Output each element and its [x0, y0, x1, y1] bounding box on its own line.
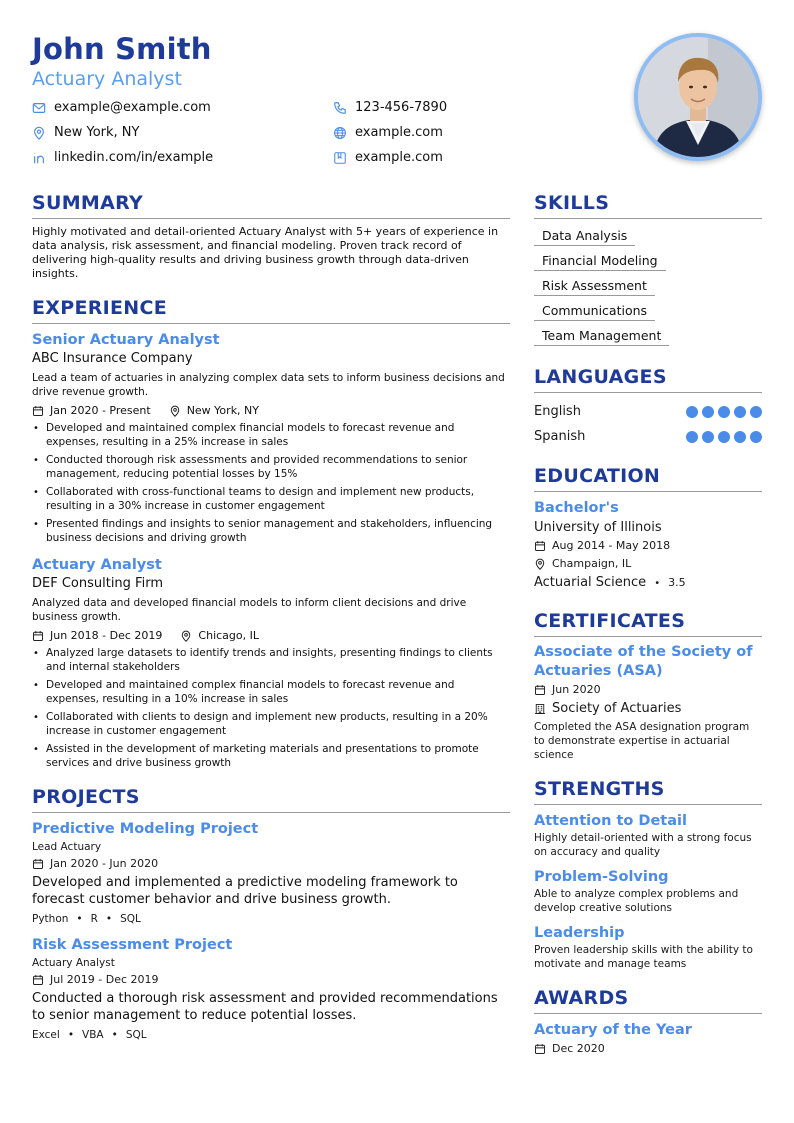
project-role: Actuary Analyst [32, 957, 115, 969]
email-text: example@example.com [54, 100, 211, 115]
project-tag: SQL [125, 1029, 147, 1041]
job-description: Analyzed data and developed financial models to inform client decisions and drive business growth. [32, 597, 467, 623]
bookmark-icon [333, 151, 347, 165]
project-tag: R [90, 913, 98, 925]
project-title: Predictive Modeling Project [32, 821, 259, 837]
contact-linkedin[interactable] [32, 148, 333, 167]
project-item [32, 819, 510, 927]
bullet-item: • Analyzed large datasets to identify trends and insights, presenting findings to clients and internal stakeholders [32, 646, 510, 674]
certificate-date [534, 681, 762, 699]
company-name: ABC Insurance Company [32, 351, 193, 366]
skill-item: Team Management [534, 327, 669, 346]
skills-section [534, 190, 762, 350]
awards-heading: AWARDS [534, 985, 762, 1014]
experience-heading: EXPERIENCE [32, 295, 510, 324]
strength-description: Highly detail-oriented with a strong focus on accuracy and quality [534, 832, 752, 858]
education-gpa: 3.5 [668, 576, 686, 589]
portfolio-text: example.com [355, 150, 443, 165]
contact-info [32, 98, 632, 167]
education-section [534, 463, 762, 594]
strength-description: Proven leadership skills with the ability to motivate and manage teams [534, 944, 753, 970]
job-location [180, 628, 259, 644]
summary-section [32, 190, 510, 281]
resume-header [32, 30, 632, 167]
calendar-icon [534, 540, 546, 552]
project-description: Conducted a thorough risk assessment and provided recommendations to senior management to reduce potential losses. [32, 991, 498, 1023]
contact-website[interactable] [333, 123, 633, 142]
language-name: English [534, 404, 581, 419]
education-field: Actuarial Science • 3.5 [534, 575, 686, 590]
education-field-text: Actuarial Science [534, 575, 647, 590]
award-name: Actuary of the Year [534, 1022, 692, 1038]
languages-heading: LANGUAGES [534, 364, 762, 393]
job-meta [32, 628, 510, 644]
level-dot [702, 431, 714, 443]
bullet-item: • Developed and maintained complex financial models to forecast revenue and expenses, resulting in a 10% increase in sales [32, 678, 510, 706]
award-date [534, 1040, 762, 1058]
language-level-dots [686, 431, 762, 443]
job-title: Actuary Analyst [32, 557, 162, 573]
skill-item: Data Analysis [534, 227, 635, 246]
job-dates-text: Jan 2020 - Present [50, 404, 151, 417]
map-pin-icon [32, 126, 46, 140]
level-dot [686, 406, 698, 418]
right-column [534, 190, 762, 1072]
contact-phone[interactable] [333, 98, 633, 117]
job-location-text: Chicago, IL [198, 629, 259, 642]
experience-item [32, 555, 510, 770]
language-item [534, 399, 762, 424]
level-dot [686, 431, 698, 443]
calendar-icon [534, 684, 546, 696]
awards-section [534, 985, 762, 1058]
project-dates [32, 855, 510, 873]
building-icon [534, 703, 546, 715]
projects-heading: PROJECTS [32, 784, 510, 813]
language-item [534, 424, 762, 449]
phone-text: 123-456-7890 [355, 100, 448, 115]
certificate-issuer-text: Society of Actuaries [552, 701, 682, 716]
mail-icon [32, 101, 46, 115]
bullet-item: • Collaborated with cross-functional teams to design and implement new products, resulting in a 30% increase in customer engagement [32, 485, 510, 513]
project-role: Lead Actuary [32, 841, 102, 853]
experience-item [32, 330, 510, 545]
project-dates-text: Jan 2020 - Jun 2020 [50, 857, 159, 870]
strength-title: Leadership [534, 925, 625, 941]
project-description: Developed and implemented a predictive modeling framework to forecast customer behavior and drive business growth. [32, 875, 458, 907]
bullet-item: • Presented findings and insights to senior management and stakeholders, influencing business decisions and driving growth [32, 517, 510, 545]
contact-portfolio[interactable] [333, 148, 633, 167]
language-level-dots [686, 406, 762, 418]
job-location [169, 403, 259, 419]
job-location-text: New York, NY [186, 404, 259, 417]
bullet-item: • Assisted in the development of marketing materials and presentations to promote services and drive business growth [32, 742, 510, 770]
skills-heading: SKILLS [534, 190, 762, 219]
project-tag: SQL [120, 913, 141, 925]
calendar-icon [32, 858, 44, 870]
location-text: New York, NY [54, 125, 140, 140]
calendar-icon [32, 405, 44, 417]
website-text: example.com [355, 125, 443, 140]
level-dot [718, 431, 730, 443]
calendar-icon [32, 630, 44, 642]
skill-item: Financial Modeling [534, 252, 666, 271]
level-dot [750, 406, 762, 418]
project-tags: Excel • VBA • SQL [32, 1029, 147, 1041]
job-dates [32, 628, 162, 644]
strengths-section [534, 776, 762, 971]
bullet-item: • Conducted thorough risk assessments and provided recommendations to senior management, reducing potential losses by 15% [32, 453, 510, 481]
level-dot [702, 406, 714, 418]
level-dot [718, 406, 730, 418]
calendar-icon [534, 1043, 546, 1055]
calendar-icon [32, 974, 44, 986]
award-date-text: Dec 2020 [552, 1042, 605, 1055]
project-tag: Python [32, 913, 69, 925]
contact-location [32, 123, 333, 142]
company-name: DEF Consulting Firm [32, 576, 163, 591]
education-dates [534, 537, 762, 555]
certificates-heading: CERTIFICATES [534, 608, 762, 637]
left-column [32, 190, 510, 1057]
certificate-name: Associate of the Society of Actuaries (ASA) [534, 644, 753, 679]
project-dates-text: Jul 2019 - Dec 2019 [50, 973, 159, 986]
language-name: Spanish [534, 429, 586, 444]
project-tags: Python • R • SQL [32, 913, 141, 925]
candidate-name: John Smith [32, 32, 212, 66]
linkedin-text: linkedin.com/in/example [54, 150, 214, 165]
map-pin-icon [169, 405, 181, 417]
job-meta [32, 403, 510, 419]
strength-title: Attention to Detail [534, 813, 687, 829]
education-location [534, 555, 762, 573]
certificate-description: Completed the ASA designation program to demonstrate expertise in actuarial science [534, 721, 750, 761]
level-dot [750, 431, 762, 443]
certificates-section [534, 608, 762, 762]
experience-section [32, 295, 510, 770]
education-heading: EDUCATION [534, 463, 762, 492]
languages-section [534, 364, 762, 449]
summary-text: Highly motivated and detail-oriented Actuary Analyst with 5+ years of experience in data analysis, risk assessment, and financial modeling. Proven track record of delivering high-quality results and driving business growth through data-driven insights. [32, 225, 499, 280]
project-tag: Excel [32, 1029, 60, 1041]
education-location-text: Champaign, IL [552, 557, 632, 570]
project-tag: VBA [82, 1029, 104, 1041]
globe-icon [333, 126, 347, 140]
map-pin-icon [534, 558, 546, 570]
job-dates [32, 403, 151, 419]
map-pin-icon [180, 630, 192, 642]
linkedin-icon [32, 151, 46, 165]
project-dates [32, 971, 510, 989]
contact-email[interactable] [32, 98, 333, 117]
job-bullets [32, 421, 510, 545]
strengths-heading: STRENGTHS [534, 776, 762, 805]
level-dot [734, 431, 746, 443]
portrait-image [638, 37, 758, 157]
strength-description: Able to analyze complex problems and develop creative solutions [534, 888, 739, 914]
summary-heading: SUMMARY [32, 190, 510, 219]
certificate-issuer [534, 699, 762, 718]
education-school: University of Illinois [534, 520, 662, 535]
profile-photo [634, 33, 762, 161]
projects-section [32, 784, 510, 1043]
strength-title: Problem-Solving [534, 869, 669, 885]
candidate-role: Actuary Analyst [32, 68, 182, 90]
job-bullets [32, 646, 510, 770]
certificate-date-text: Jun 2020 [552, 683, 601, 696]
level-dot [734, 406, 746, 418]
education-dates-text: Aug 2014 - May 2018 [552, 539, 671, 552]
skill-item: Risk Assessment [534, 277, 655, 296]
skill-item: Communications [534, 302, 655, 321]
bullet-item: • Collaborated with clients to design and implement new products, resulting in a 20% increase in customer engagement [32, 710, 510, 738]
phone-icon [333, 101, 347, 115]
education-degree: Bachelor's [534, 500, 619, 516]
skills-list [534, 225, 762, 350]
project-item [32, 935, 510, 1043]
job-title: Senior Actuary Analyst [32, 332, 220, 348]
job-dates-text: Jun 2018 - Dec 2019 [50, 629, 163, 642]
project-title: Risk Assessment Project [32, 937, 233, 953]
job-description: Lead a team of actuaries in analyzing complex data sets to inform business decisions and drive revenue growth. [32, 372, 505, 398]
bullet-item: • Developed and maintained complex financial models to forecast revenue and expenses, resulting in a 25% increase in sales [32, 421, 510, 449]
